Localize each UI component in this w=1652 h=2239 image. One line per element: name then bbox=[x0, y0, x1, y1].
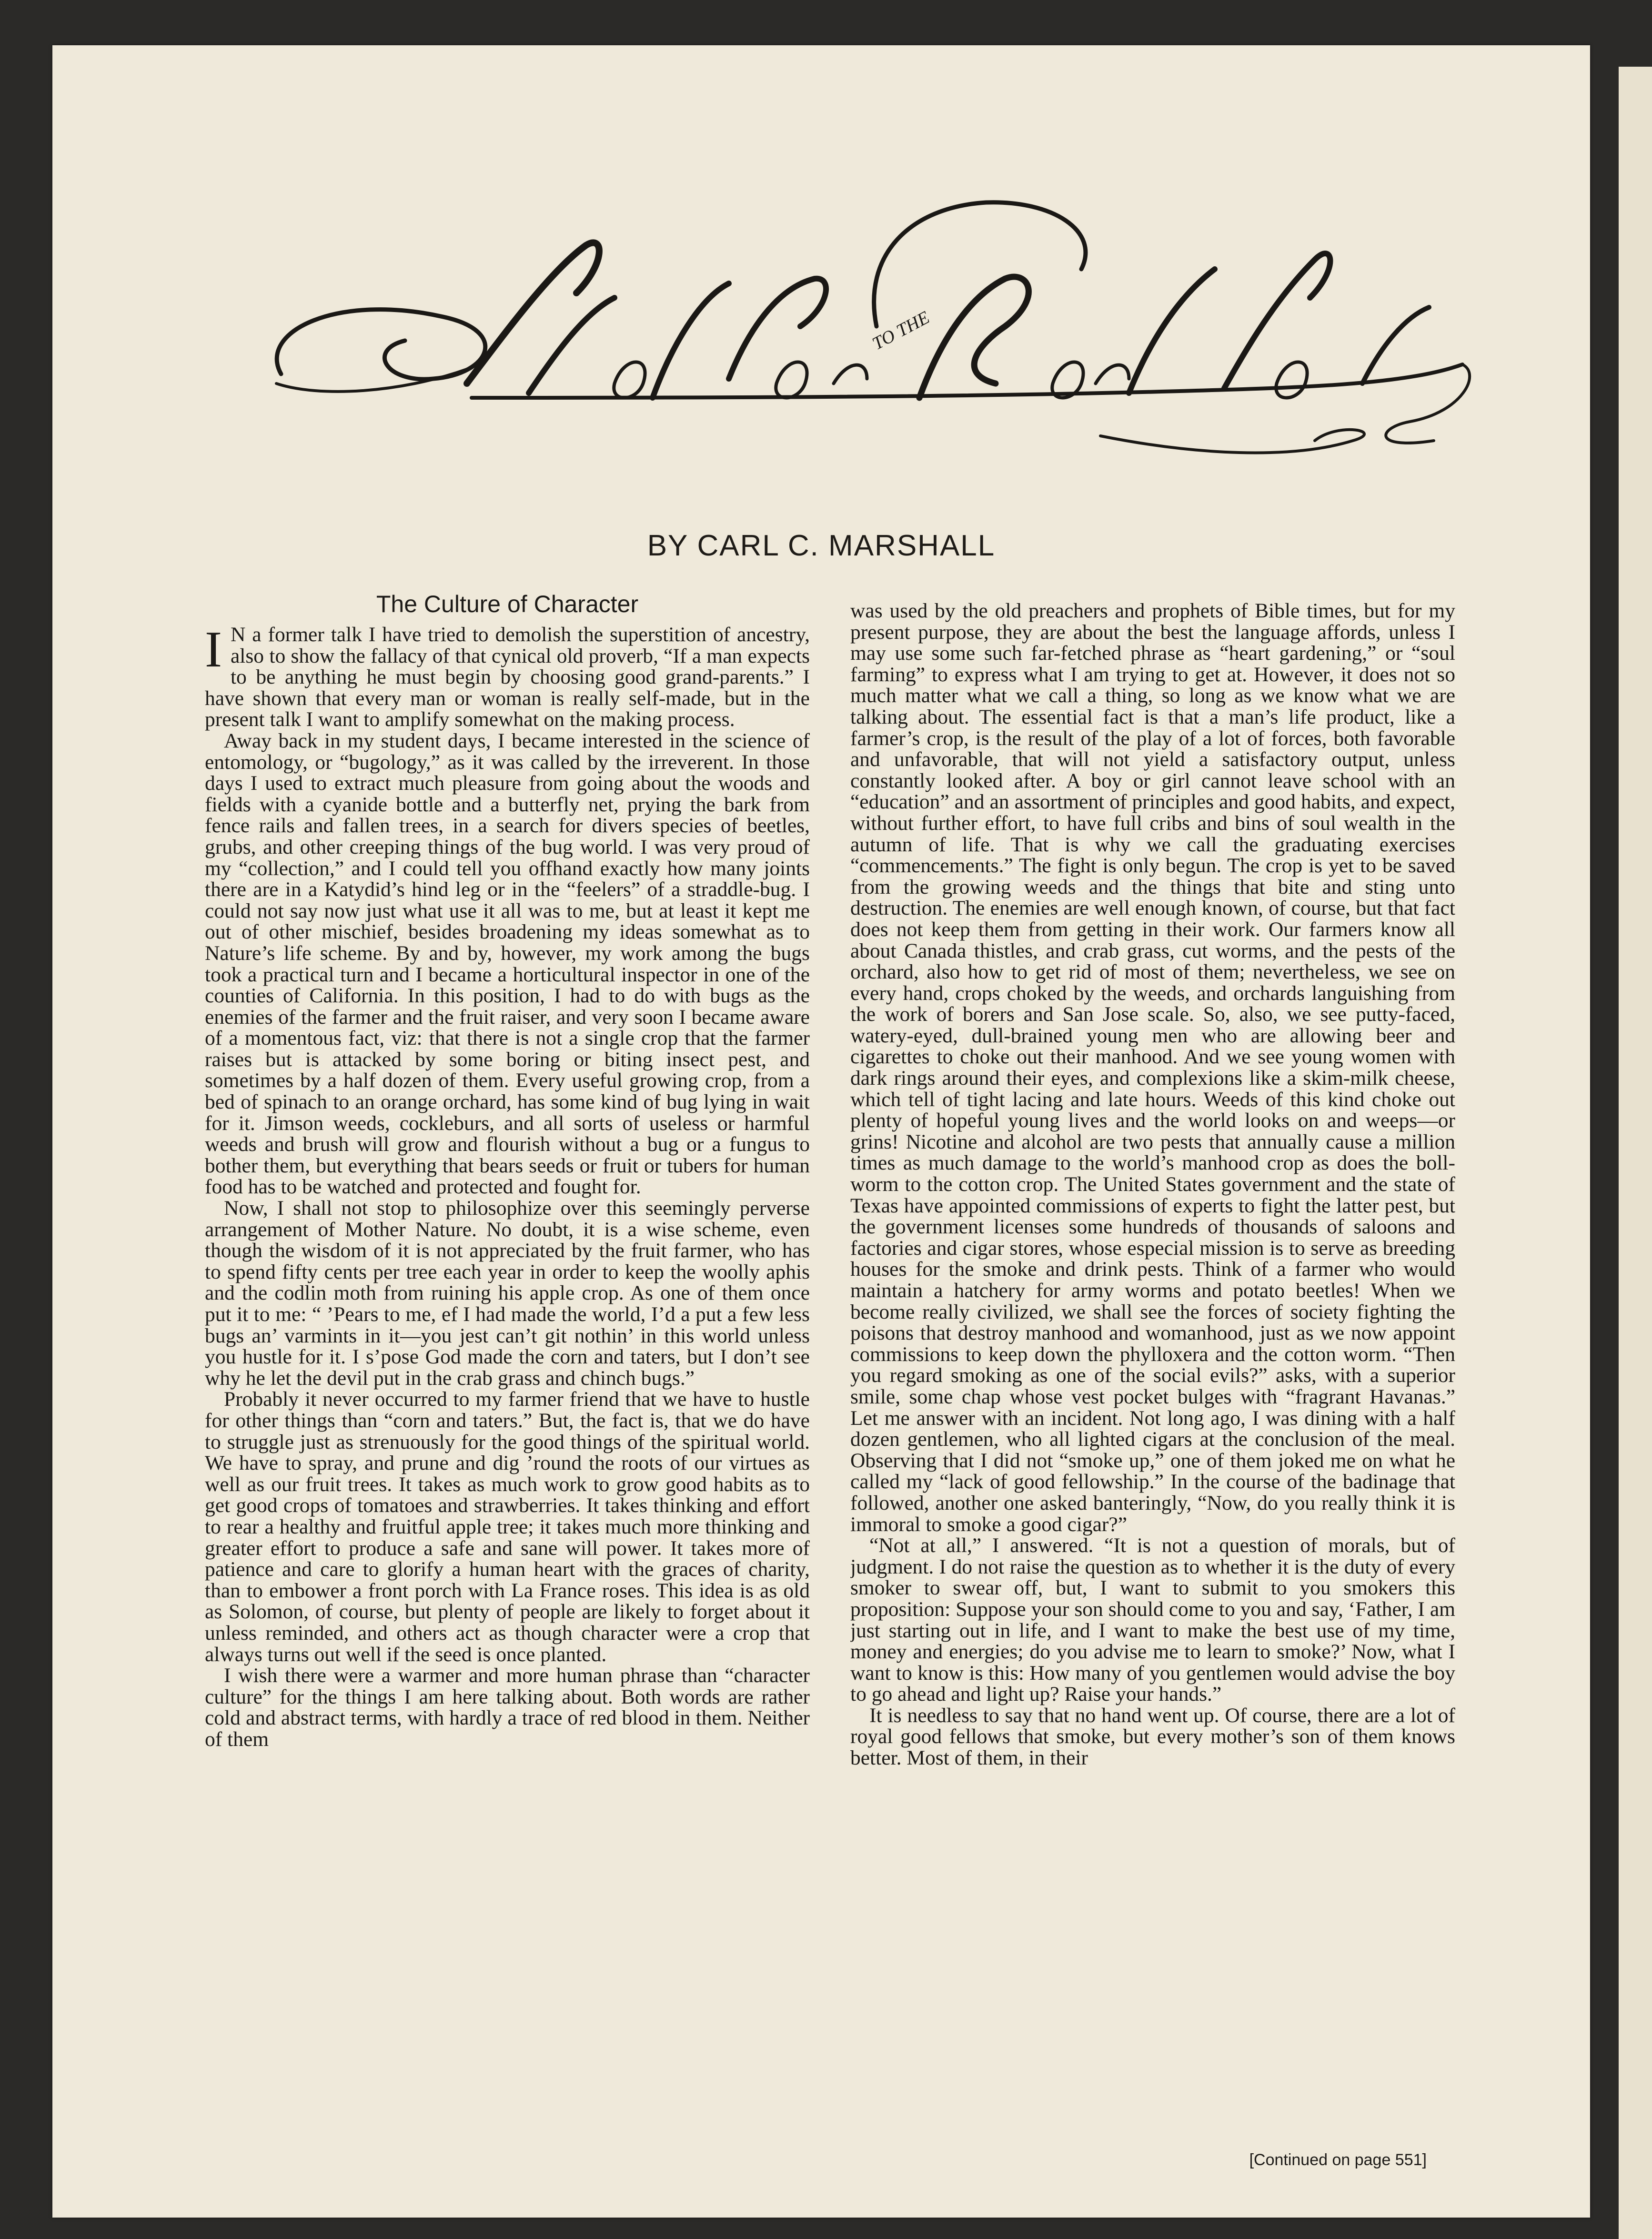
article-paragraph: I wish there were a warmer and more human phrase than “character culture” for the things I am here talking about. Both words are rather cold and abstract terms, with hardly a trace of red blood in them. Neither of them bbox=[205, 1664, 810, 1751]
masthead-flourish-graphic bbox=[243, 174, 1491, 507]
facing-page-edge bbox=[1619, 67, 1652, 2239]
continued-on-page-note: [Continued on page 551] bbox=[1249, 2151, 1427, 2169]
title-connector-text: TO THE bbox=[869, 307, 933, 354]
article-column-right bbox=[850, 600, 1455, 2153]
article-paragraph: Now, I shall not stop to philosophize over this seemingly perverse arrangement of Mother Nature. No doubt, it is a wise scheme, even though the wisdom of it is not appreciated by the fruit farmer, who has to spend fifty cents per tree each year in order to keep the woolly aphis and the codlin moth from ruining his apple crop. As one of them once put it to me: “ ’Pears to me, ef I had made the world, I’d a put a few less bugs an’ varmints in it—you jest can’t git nothin’ in this world unless you hustle for it. I s’pose God made the corn and taters, but I don’t see why he let the devil put in the crab grass and chinch bugs.” bbox=[205, 1197, 810, 1390]
article-paragraph: It is needless to say that no hand went up. Of course, there are a lot of royal good fellows that smoke, but every mother’s son of them knows better. Most of them, in their bbox=[850, 1704, 1455, 1770]
article-column-left bbox=[205, 591, 810, 2144]
article-paragraph: was used by the old preachers and prophets of Bible times, but for my present purpose, they are about the best the language affords, unless I may use some such far-fetched phrase as “heart gardening,” or “soul farming” to express what I am trying to get at. However, it does not so much matter what we call a thing, so long as we know what we are talking about. The essential fact is that a man’s life product, like a farmer’s crop, is the result of the play of a lot of forces, both favorable and unfavorable, that will not yield a satisfactory output, unless constantly looked after. A boy or girl cannot leave school with an “education” and an assortment of principles and good habits, and expect, without further effort, to have full cribs and bins of soul wealth in the autumn of life. That is why we call the graduating exercises “commencements.” The fight is only begun. The crop is yet to be saved from the growing weeds and the things that bite and sting unto destruction. The enemies are well enough known, of course, but that fact does not keep them from getting in their work. Our farmers know all about Canada thistles, and crab grass, cut worms, and the pests of the orchard, also how to get rid of most of them; nevertheless, we see on every hand, crops choked by the weeds, and orchards languishing from the work of borers and San Jose scale. So, also, we see putty-faced, watery-eyed, dull-brained young men who are allowing beer and cigarettes to choke out their manhood. And we see young women with dark rings around their eyes, and complexions like a skim-milk cheese, which tell of tight lacing and late hours. Weeds of this kind choke out plenty of hopeful young lives and the world looks on and weeps—or grins! Nicotine and alcohol are two pests that annually cause a million times as much damage to the world’s manhood crop as does the boll-worm to the cotton crop. The United States government and the state of Texas have appointed commissions of experts to fight the latter pest, but the government licenses some hundreds of thousands of saloons and factories and cigar stores, whose especial mission is to serve as breeding houses for the smoke and drink pests. Think of a farmer who would maintain a hatchery for army worms and potato beetles! When we become really civilized, we shall see the forces of society fighting the poisons that destroy manhood and womanhood, just as we now appoint commissions to keep down the phylloxera and the cotton worm. “Then you regard smoking as one of the social evils?” asks, with a superior smile, some chap whose vest pocket bulges with “fragrant Havanas.” Let me answer with an incident. Not long ago, I was dining with a half dozen gentlemen, who all lighted cigars at the conclusion of the meal. Observing that I did not “smoke up,” one of them joked me on what he called my “lack of good fellowship.” In the course of the badinage that followed, another one asked banteringly, “Now, do you really think it is immoral to smoke a good cigar?” bbox=[850, 600, 1455, 1536]
section-heading: The Culture of Character bbox=[376, 591, 639, 617]
article-paragraph: Away back in my student days, I became interested in the science of entomology, or “bugology,” as it was called by the irreverent. In those days I used to extract much pleasure from going about the woods and fields with a cyanide bottle and a butterfly net, prying the bark from fence rails and fallen trees, in a search for divers species of beetles, grubs, and other creeping things of the bug world. I was very proud of my “collection,” and I could tell you offhand exactly how many joints there are in a Katydid’s hind leg or in the “feelers” of a straddle-bug. I could not say now just what use it all was to me, but at least it kept me out of other mischief, besides broadening my ideas somewhat as to Nature’s life scheme. By and by, however, my work among the bugs took a practical turn and I became a horticultural inspector in one of the counties of California. In this position, I had to do with bugs as the enemies of the farmer and the fruit raiser, and very soon I became aware of a momentous fact, viz: that there is not a single crop that the farmer raises but is attacked by some boring or biting insect pest, and sometimes by a half dozen of them. Every useful growing crop, from a bed of spinach to an orange orchard, has some kind of bug lying in wait for it. Jimson weeds, cockleburs, and all sorts of useless or harmful weeds and brush will grow and flourish without a bug or a fungus to bother them, but everything that bears seeds or fruit or tubers for human food has to be watched and protected and fought for. bbox=[205, 729, 810, 1199]
drop-cap: I bbox=[205, 621, 222, 678]
magazine-page bbox=[52, 45, 1590, 2218]
article-paragraph: “Not at all,” I answered. “It is not a question of morals, but of judgment. I do not raise the question as to whether it is the duty of every smoker to swear off, but, I want to submit to you smokers this proposition: Suppose your son should come to you and say, ‘Father, I am just starting out in life, and I want to make the best use of my time, money and energies; do you advise me to learn to smoke?’ Now, what I want to know is this: How many of you gentlemen would advise the boy to go ahead and light up? Raise your hands.” bbox=[850, 1534, 1455, 1706]
paragraph-text: N a former talk I have tried to demolish the superstition of ancestry, also to show the fallacy of that cynical old proverb, “If a man expects to be anything he must begin by choosing good grand-parents.” I have shown that every man or woman is really self-made, but in the present talk I want to amplify somewhat on the making process. bbox=[205, 623, 810, 731]
article-paragraph bbox=[205, 621, 810, 731]
article-paragraph: Probably it never occurred to my farmer friend that we have to hustle for other things than “corn and taters.” But, the fact is, that we do have to struggle just as strenuously for the good things of the spiritual world. We have to spray, and prune and dig ’round the roots of our virtues as well as our fruit trees. It takes as much work to grow good habits as to get good crops of tomatoes and strawberries. It takes thinking and effort to rear a healthy and fruitful apple tree; it takes much more thinking and greater effort to produce a safe and sane will power. It takes more of patience and care to glorify a human heart with the graces of charity, than to embower a front porch with La France roses. This idea is as old as Solomon, of course, but plenty of people are likely to forget about it unless reminded, and others act as though character were a crop that always turns out well if the seed is once planted. bbox=[205, 1388, 810, 1666]
masthead-script-title bbox=[243, 174, 1491, 507]
author-byline: BY CARL C. MARSHALL bbox=[647, 529, 996, 562]
